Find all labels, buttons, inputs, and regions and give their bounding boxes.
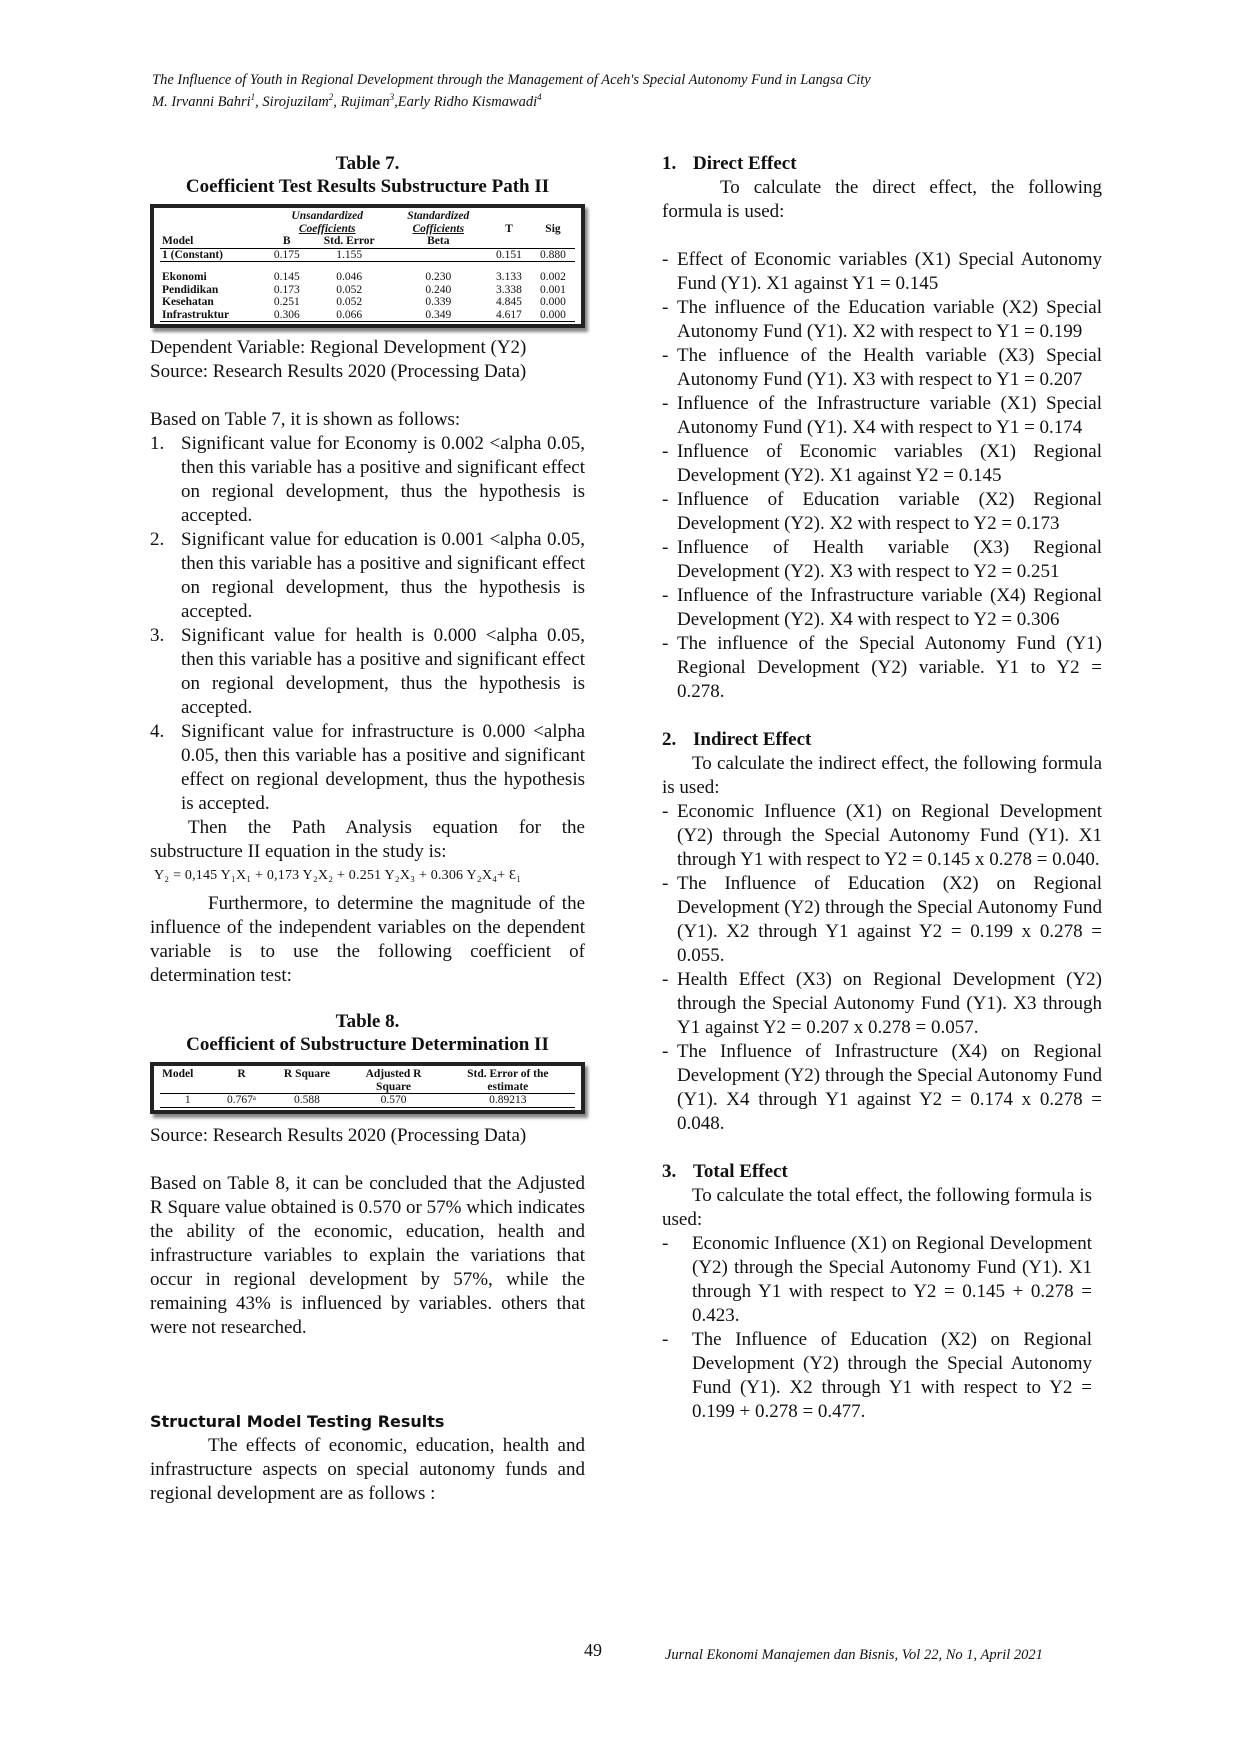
total-effect-list [662, 1232, 1102, 1424]
furthermore-text: Furthermore, to determine the magnitude of the influence of the independent variables on the dependent variable is to use the following coefficient of determination test: [150, 893, 585, 986]
list-item: - Influence of the Infrastructure variable (X4) Regional Development (Y2). X4 with respect to Y2 = 0.306 [662, 585, 1102, 630]
path-analysis-text: Then the Path Analysis equation for the substructure II equation in the study is: [150, 817, 585, 862]
table-row: Kesehatan 0.251 0.052 0.339 4.845 0.000 [162, 296, 566, 308]
t7-h-sig: Sig [531, 210, 575, 248]
indirect-effect-intro: To calculate the indirect effect, the following formula is used: [662, 753, 1102, 798]
list-item: - The Influence of Infrastructure (X4) on Regional Development (Y2) through the Special Autonomy Fund (Y1). X4 through Y1 against Y2 = 0.174 x 0.278 = 0.048. [662, 1041, 1102, 1134]
structural-heading: Structural Model Testing Results [150, 1411, 445, 1431]
list-item: - Influence of Economic variables (X1) Regional Development (Y2). X1 against Y2 = 0.145 [662, 441, 1102, 486]
table-row: 1 (Constant) 0.175 1.155 0.151 0.880 [160, 248, 575, 262]
list-item: - Influence of Health variable (X3) Regional Development (Y2). X3 with respect to Y2 = 0.251 [662, 537, 1102, 582]
left-column [150, 152, 585, 1506]
t7-h-std: Standardized Cofficients [407, 210, 470, 235]
path-equation: Y₂ = 0,145 Y₁X₁ + 0,173 Y₂X₂ + 0.251 Y₂X₃ + 0.306 Y₂X₄+ Ɛ₁ [154, 868, 522, 883]
table7-caption: Table 7. Coefficient Test Results Substructure Path II [185, 153, 550, 197]
list-item: 4. Significant value for infrastructure is 0.000 <alpha 0.05, then this variable has a positive and significant effect on regional development, thus the hypothesis is accepted. [150, 721, 585, 814]
t7-h-model: Model [160, 210, 265, 248]
significance-list [150, 432, 585, 816]
table7-intro: Based on Table 7, it is shown as follows: [150, 409, 461, 430]
table-row: Ekonomi 0.145 0.046 0.230 3.133 0.002 [162, 271, 566, 283]
table8-frame [150, 1062, 585, 1114]
journal-name: Jurnal Ekonomi Manajemen dan Bisnis, Vol 22, No 1, April 2021 [665, 1647, 1043, 1663]
list-item: - The Influence of Education (X2) on Regional Development (Y2) through the Special Autonomy Fund (Y1). X2 through Y1 against Y2 = 0.199 x 0.278 = 0.055. [662, 873, 1102, 966]
structural-text: The effects of economic, education, health and infrastructure aspects on special autonomy funds and regional development are as follows : [150, 1434, 585, 1504]
table7 [160, 210, 575, 322]
t7-h-beta: Beta [390, 235, 487, 248]
list-item: - Economic Influence (X1) on Regional Development (Y2) through the Special Autonomy Fund (Y1). X1 through Y1 with respect to Y2 = 0.145 + 0.278 = 0.423. [662, 1233, 1092, 1326]
indirect-effect-heading: 2. Indirect Effect [662, 729, 812, 750]
direct-effect-heading: 1. Direct Effect [662, 153, 797, 174]
table8: Model R R Square Adjusted R Square Std. Error of the estimate 1 0.767ᵃ 0.588 0.570 0.89213 [160, 1068, 575, 1108]
list-item: - The influence of the Health variable (X3) Special Autonomy Fund (Y1). X3 with respect to Y1 = 0.207 [662, 345, 1102, 390]
list-item: - Economic Influence (X1) on Regional Development (Y2) through the Special Autonomy Fund (Y1). X1 through Y1 with respect to Y2 = 0.145 x 0.278 = 0.040. [662, 801, 1102, 870]
list-item: - Effect of Economic variables (X1) Special Autonomy Fund (Y1). X1 against Y1 = 0.145 [662, 249, 1102, 294]
table7-frame [150, 204, 585, 328]
table7-notes: Dependent Variable: Regional Development (Y2) Source: Research Results 2020 (Processing Data) [150, 337, 527, 382]
list-item: 3. Significant value for health is 0.000 <alpha 0.05, then this variable has a positive and significant effect on regional development, thus the hypothesis is accepted. [150, 625, 585, 718]
list-item: - The influence of the Special Autonomy Fund (Y1) Regional Development (Y2) variable. Y1 to Y2 = 0.278. [662, 633, 1102, 702]
table8-caption: Table 8. Coefficient of Substructure Determination II [186, 1011, 549, 1055]
indirect-effect-list [662, 800, 1102, 1136]
list-item: - Health Effect (X3) on Regional Development (Y2) through the Special Autonomy Fund (Y1). X3 through Y1 against Y2 = 0.207 x 0.278 = 0.057. [662, 969, 1102, 1038]
list-item: - The influence of the Education variable (X2) Special Autonomy Fund (Y1). X2 with respect to Y1 = 0.199 [662, 297, 1102, 342]
table-row: Infrastruktur 0.306 0.066 0.349 4.617 0.000 [160, 309, 575, 322]
list-item: - Influence of Education variable (X2) Regional Development (Y2). X2 with respect to Y2 = 0.173 [662, 489, 1102, 534]
total-effect-intro: To calculate the total effect, the following formula is used: [662, 1185, 1092, 1230]
t7-h-se: Std. Error [309, 235, 390, 248]
right-column [662, 152, 1102, 1424]
list-item: - The Influence of Education (X2) on Regional Development (Y2) through the Special Autonomy Fund (Y1). X2 through Y1 with respect to Y2 = 0.199 + 0.278 = 0.477. [662, 1329, 1092, 1422]
total-effect-heading: 3. Total Effect [662, 1161, 788, 1182]
t7-h-unstd: Unsandardized Coefficients [291, 210, 363, 235]
list-item: - Influence of the Infrastructure variable (X1) Special Autonomy Fund (Y1). X4 with respect to Y1 = 0.174 [662, 393, 1102, 438]
conclusion-text: Based on Table 8, it can be concluded that the Adjusted R Square value obtained is 0.570 or 57% which indicates the ability of the economic, education, health and infrastructure variables to explain the variations that occur in regional development by 57%, while the remaining 43% is influenced by variables. others that were not researched. [150, 1172, 585, 1338]
t7-h-b: B [265, 235, 309, 248]
direct-effect-list [662, 248, 1102, 704]
running-header [152, 72, 1052, 111]
table-row: 1 0.767ᵃ 0.588 0.570 0.89213 [160, 1094, 575, 1108]
table-row: Pendidikan 0.173 0.052 0.240 3.338 0.001 [162, 283, 566, 296]
list-item: 2. Significant value for education is 0.001 <alpha 0.05, then this variable has a positive and significant effect on regional development, thus the hypothesis is accepted. [150, 529, 585, 622]
table8-source: Source: Research Results 2020 (Processing Data) [150, 1124, 527, 1146]
t7-h-t: T [487, 210, 531, 248]
author-line: M. Irvanni Bahri$^1$, Sirojuzilam$^2$, Rujiman$^3$,Early Ridho Kismawadi$^4$ [152, 92, 542, 110]
direct-effect-intro: To calculate the direct effect, the following formula is used: [662, 177, 1102, 222]
article-title: The Influence of Youth in Regional Development through the Management of Aceh's Special Autonomy Fund in Langsa City [152, 72, 871, 88]
page-number: 49 [584, 1640, 602, 1660]
list-item: 1. Significant value for Economy is 0.002 <alpha 0.05, then this variable has a positive and significant effect on regional development, thus the hypothesis is accepted. [150, 433, 585, 526]
